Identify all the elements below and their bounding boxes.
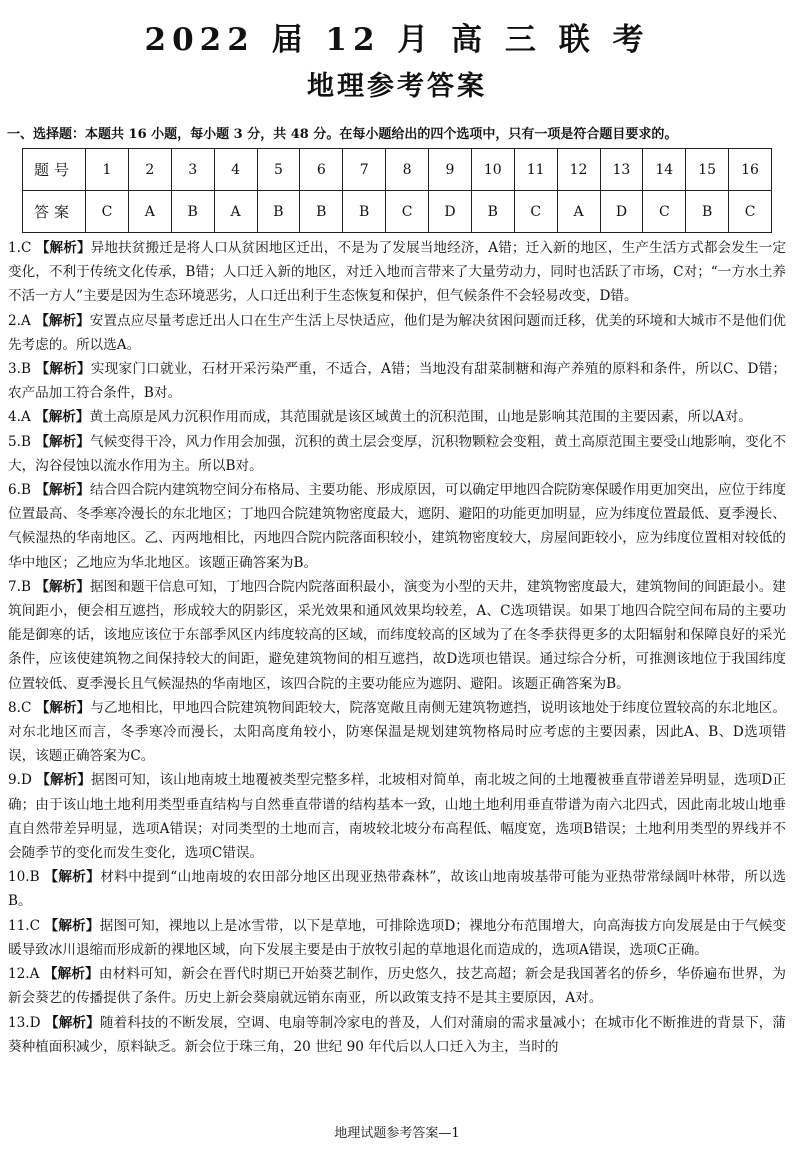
analysis-tag: 【解析】	[35, 482, 90, 499]
item-text: 实现家门口就业，石材开采污染严重，不适合，A错；当地没有甜菜制糖和海产养殖的原料和条件，所以C、D错；农产品加工符合条件，B对。	[8, 361, 787, 402]
item-number: 1.C	[8, 240, 32, 256]
answer-cell: C	[386, 191, 429, 233]
item-number: 10.B	[8, 869, 40, 886]
question-number-row	[23, 149, 772, 191]
section-heading: 一、选择题：本题共 16 小题，每小题 3 分，共 48 分。在每小题给出的四个选项中，只有一项是符合题目要求的。	[7, 127, 678, 142]
answer-cell: D	[600, 191, 643, 233]
item-number: 11.C	[8, 917, 41, 934]
question-number: 14	[643, 149, 686, 191]
answer-cell: C	[86, 191, 129, 233]
analysis-tag: 【解析】	[44, 869, 101, 886]
question-number: 10	[471, 149, 514, 191]
explanation-item	[8, 696, 786, 769]
explanation-item	[8, 914, 786, 962]
question-number: 4	[214, 149, 257, 191]
answer-cell: B	[257, 191, 300, 233]
explanation-item	[8, 865, 786, 913]
explanation-item	[8, 478, 786, 575]
explanation-item	[8, 357, 786, 405]
answer-cell: A	[557, 191, 600, 233]
answer-cell: C	[514, 191, 557, 233]
explanation-item	[8, 768, 786, 865]
item-number: 13.D	[8, 1014, 41, 1031]
explanation-item	[8, 405, 786, 429]
item-number: 8.C	[8, 699, 32, 716]
document-subtitle: 地理参考答案	[307, 71, 487, 102]
row-label-answer: 答案	[23, 191, 86, 233]
question-number: 11	[514, 149, 557, 191]
item-text: 结合四合院内建筑物空间分布格局、主要功能、形成原因，可以确定甲地四合院防寒保暖作用更加突出，应位于纬度位置最高、冬季寒冷漫长的东北地区；丁地四合院建筑物密度最大，遮阴、避阳的功能更加明显，应为纬度位置最低、夏季漫长、气候湿热的华南地区。乙、丙两地相比，丙地四合院内院落面积较小，建筑物密度较大，房屋间距较小，应为纬度位置相对较低的华中地区；乙地应为华北地区。该题正确答案为B。	[8, 482, 787, 571]
explanation-item	[8, 236, 786, 309]
item-number: 9.D	[8, 772, 32, 789]
page-footer: 地理试题参考答案—1	[334, 1126, 460, 1141]
answer-cell: A	[214, 191, 257, 233]
item-text: 黄土高原是风力沉积作用而成，其范围就是该区域黄土的沉积范围，山地是影响其范围的主要因素，所以A对。	[89, 409, 752, 426]
answer-row	[23, 191, 772, 233]
analysis-tag: 【解析】	[35, 361, 91, 378]
item-text: 异地扶贫搬迁是将人口从贫困地区迁出，不是为了发展当地经济，A错；迁入新的地区，生产生活方式都会发生一定变化，不利于传统文化传承，B错；人口迁入新的地区，对迁入地而言带来了大量劳动力，同时也活跃了市场，C对；“一方水土养不活一方人”主要是因为生态环境恶劣，人口迁出利于生态恢复和保护，但气候条件不会轻易改变，D错。	[8, 240, 786, 305]
item-text: 气候变得干冷，风力作用会加强，沉积的黄土层会变厚，沉积物颗粒会变粗，黄土高原范围主要受山地影响，变化不大，沟谷侵蚀以流水作用为主。所以B对。	[8, 433, 787, 474]
answer-cell: D	[429, 191, 472, 233]
question-number: 8	[386, 149, 429, 191]
question-number: 1	[86, 149, 129, 191]
item-number: 2.A	[8, 312, 31, 329]
question-number: 2	[128, 149, 171, 191]
item-text: 据图可知，该山地南坡土地覆被类型完整多样，北坡相对简单，南北坡之间的土地覆被垂直带谱差异明显，选项D正确；由于该山地土地利用类型垂直结构与自然垂直带谱的结构基本一致，山地土地利用垂直带谱为南六北四式，因此南北坡山地垂直自然带差异明显，选项A错误；对同类型的土地而言，南坡较北坡分布高程低、幅度宽，选项B错误；土地利用类型的界线并不会随季节的变化而发生变化，选项C错误。	[8, 772, 787, 862]
explanation-item	[8, 575, 786, 696]
item-number: 5.B	[8, 433, 31, 450]
analysis-tag: 【解析】	[35, 433, 90, 450]
item-text: 材料中提到“山地南坡的农田部分地区出现亚热带森林”，故该山地南坡基带可能为亚热带常绿阔叶林带，所以选B。	[8, 869, 786, 910]
item-number: 12.A	[8, 966, 40, 983]
item-number: 3.B	[8, 361, 31, 378]
analysis-tag: 【解析】	[35, 240, 91, 256]
answer-cell: B	[686, 191, 729, 233]
answer-cell: C	[643, 191, 686, 233]
analysis-tag: 【解析】	[35, 578, 90, 595]
item-number: 6.B	[8, 482, 31, 499]
answer-cell: A	[128, 191, 171, 233]
row-label-number: 题号	[23, 149, 86, 191]
question-number: 3	[171, 149, 214, 191]
item-text: 安置点应尽量考虑迁出人口在生产生活上尽快适应，他们是为解决贫困问题而迁移，优美的环境和大城市不是他们优先考虑的。所以选A。	[8, 312, 787, 353]
item-text: 据图可知，裸地以上是冰雪带，以下是草地，可排除选项D；裸地分布范围增大，向高海拔方向发展是由于气候变暖导致冰川退缩而形成新的裸地区域，向下发展主要是由于放牧引起的草地退化而造成的，选项A错误，选项C正确。	[8, 917, 786, 958]
question-number: 12	[557, 149, 600, 191]
analysis-tag: 【解析】	[35, 312, 90, 329]
exam-title: 2022 届 12 月 高 三 联 考	[144, 22, 650, 58]
analysis-tag: 【解析】	[36, 772, 92, 789]
item-text: 由材料可知，新会在晋代时期已开始葵艺制作，历史悠久，技艺高超；新会是我国著名的侨乡，华侨遍布世界，为新会葵艺的传播提供了条件。历史上新会葵扇就远销东南亚，所以政策支持不是其主要原因，A对。	[8, 966, 787, 1007]
answer-cell: B	[300, 191, 343, 233]
question-number: 6	[300, 149, 343, 191]
analysis-tag: 【解析】	[35, 409, 90, 426]
question-number: 16	[729, 149, 772, 191]
item-text: 据图和题干信息可知，丁地四合院内院落面积最小，演变为小型的天井，建筑物密度最大，建筑物间的间距最小。建筑间距小，便会相互遮挡，形成较大的阴影区，采光效果和通风效果均较差，A、C选项错误。如果丁地四合院空间布局的主要功能是御寒的话，该地应该位于东部季风区内纬度较高的区域，而纬度较高的区域为了在冬季获得更多的太阳辐射和保障良好的采光条件，应该使建筑物之间保持较大的间距，避免建筑物间的相互遮挡，故D选项也错误。通过综合分析，可推测该地位于我国纬度位置较低、夏季漫长且气候湿热的华南地区，该四合院的主要功能应为遮阴、避阳。该题正确答案为B。	[8, 578, 787, 692]
item-number: 7.B	[8, 578, 31, 595]
answer-cell: B	[171, 191, 214, 233]
question-number: 7	[343, 149, 386, 191]
question-number: 9	[429, 149, 472, 191]
analysis-tag: 【解析】	[43, 966, 99, 983]
answer-cell: B	[471, 191, 514, 233]
question-number: 5	[257, 149, 300, 191]
analysis-tag: 【解析】	[44, 1014, 100, 1031]
explanation-list	[8, 236, 786, 1059]
item-number: 4.A	[8, 409, 31, 426]
explanation-item	[8, 962, 786, 1010]
question-number: 15	[686, 149, 729, 191]
answer-table	[22, 148, 772, 233]
answer-cell: C	[729, 191, 772, 233]
analysis-tag: 【解析】	[35, 699, 91, 716]
explanation-item	[8, 1011, 786, 1059]
analysis-tag: 【解析】	[44, 917, 100, 934]
question-number: 13	[600, 149, 643, 191]
answer-cell: B	[343, 191, 386, 233]
item-text: 与乙地相比，甲地四合院建筑物间距较大，院落宽敞且南侧无建筑物遮挡，说明该地处于纬度位置较高的东北地区。对东北地区而言，冬季寒冷而漫长，太阳高度角较小，防寒保温是规划建筑物格局时应考虑的主要因素，因此A、B、D选项错误，该题正确答案为C。	[8, 699, 787, 765]
explanation-item	[8, 309, 786, 357]
explanation-item	[8, 430, 786, 478]
item-text: 随着科技的不断发展，空调、电扇等制冷家电的普及，人们对蒲扇的需求量减小；在城市化不断推进的背景下，蒲葵种植面积减少，原料缺乏。新会位于珠三角，20 世纪 90 年代后以人口迁入为主，当时的	[8, 1014, 786, 1055]
